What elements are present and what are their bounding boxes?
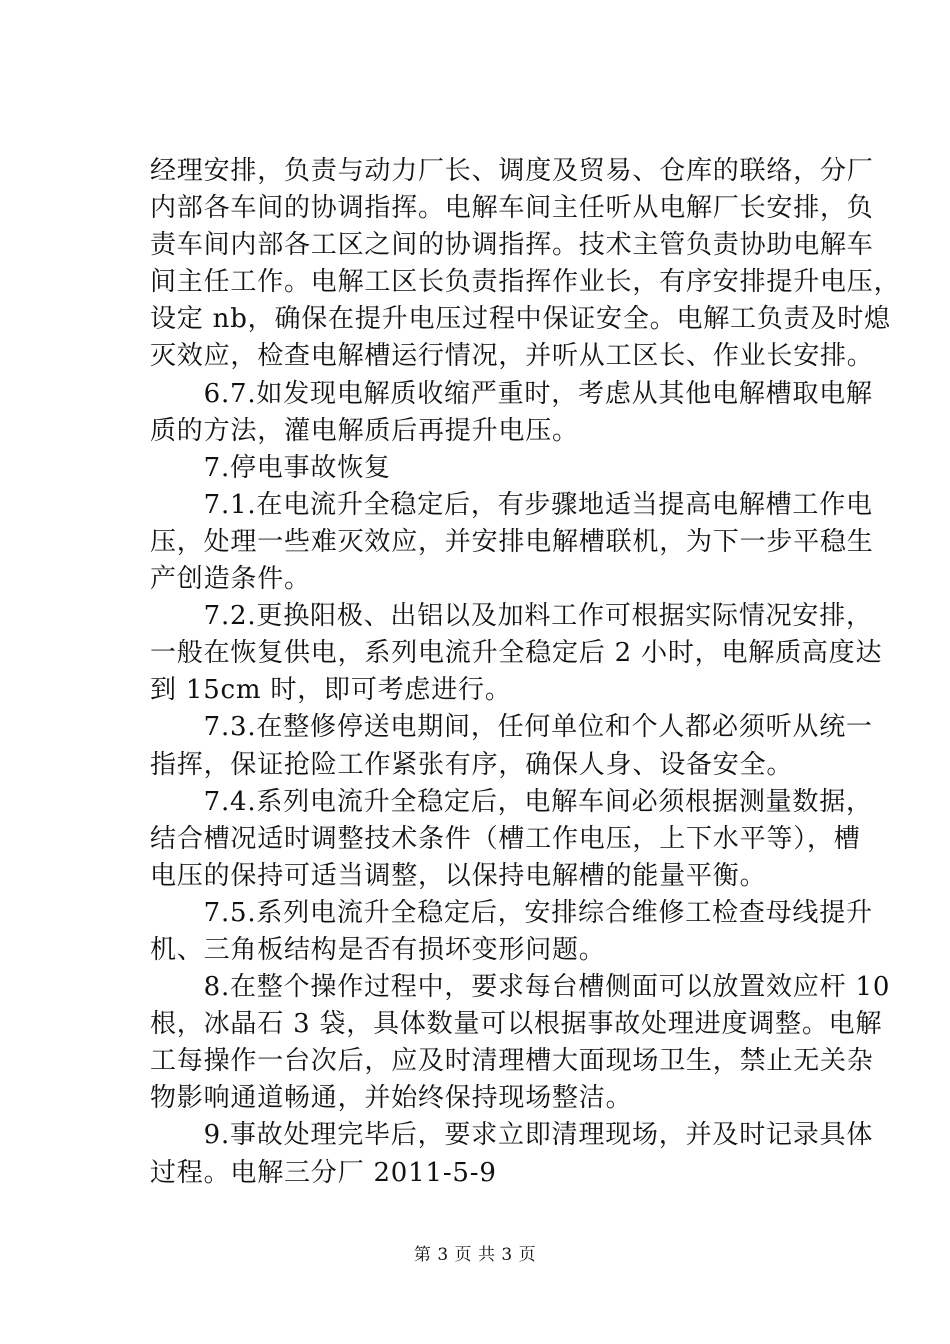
text-line: 责车间内部各工区之间的协调指挥。技术主管负责协助电解车 (150, 230, 874, 261)
text-line: 过程。电解三分厂 2011-5-9 (150, 1157, 497, 1188)
text-line: 压，处理一些难灭效应，并安排电解槽联机，为下一步平稳生 (150, 526, 874, 557)
text-line: 8.在整个操作过程中，要求每台槽侧面可以放置效应杆 10 (150, 972, 891, 1003)
text-line: 质的方法，灌电解质后再提升电压。 (150, 415, 579, 446)
text-line: 物影响通道畅通，并始终保持现场整洁。 (150, 1083, 633, 1114)
text-line: 指挥，保证抢险工作紧张有序，确保人身、设备安全。 (150, 749, 794, 780)
page-number-footer: 第 3 页 共 3 页 (413, 1245, 537, 1265)
text-line: 工每操作一台次后，应及时清理槽大面现场卫生，禁止无关杂 (150, 1046, 874, 1077)
text-line: 设定 nb，确保在提升电压过程中保证安全。电解工负责及时熄 (150, 304, 891, 335)
text-line: 电压的保持可适当调整，以保持电解槽的能量平衡。 (150, 860, 767, 891)
text-line: 7.4.系列电流升全稳定后，电解车间必须根据测量数据， (150, 786, 873, 817)
text-line: 一般在恢复供电，系列电流升全稳定后 2 小时，电解质高度达 (150, 638, 883, 669)
text-line: 根，冰晶石 3 袋，具体数量可以根据事故处理进度调整。电解 (150, 1009, 883, 1040)
text-line: 灭效应，检查电解槽运行情况，并听从工区长、作业长安排。 (150, 341, 874, 372)
text-line: 7.5.系列电流升全稳定后，安排综合维修工检查母线提升 (150, 897, 873, 928)
section-heading: 7.停电事故恢复 (150, 452, 391, 483)
text-line: 经理安排，负责与动力厂长、调度及贸易、仓库的联络，分厂 (150, 156, 874, 186)
text-line: 7.3.在整修停送电期间，任何单位和个人都必须听从统一 (150, 712, 873, 743)
text-line: 7.2.更换阳极、出铝以及加料工作可根据实际情况安排， (150, 601, 873, 632)
text-line: 7.1.在电流升全稳定后，有步骤地适当提高电解槽工作电 (150, 489, 873, 520)
document-body (150, 153, 901, 1192)
text-line: 产创造条件。 (150, 564, 311, 595)
text-line: 机、三角板结构是否有损坏变形问题。 (150, 934, 606, 965)
text-line: 9.事故处理完毕后，要求立即清理现场，并及时记录具体 (150, 1120, 874, 1151)
text-line: 6.7.如发现电解质收缩严重时，考虑从其他电解槽取电解 (150, 378, 873, 409)
text-line: 到 15cm 时，即可考虑进行。 (150, 675, 512, 706)
text-line: 内部各车间的协调指挥。电解车间主任听从电解厂长安排，负 (150, 193, 874, 224)
text-line: 间主任工作。电解工区长负责指挥作业长，有序安排提升电压， (150, 267, 901, 298)
text-line: 结合槽况适时调整技术条件（槽工作电压，上下水平等），槽 (150, 823, 861, 854)
